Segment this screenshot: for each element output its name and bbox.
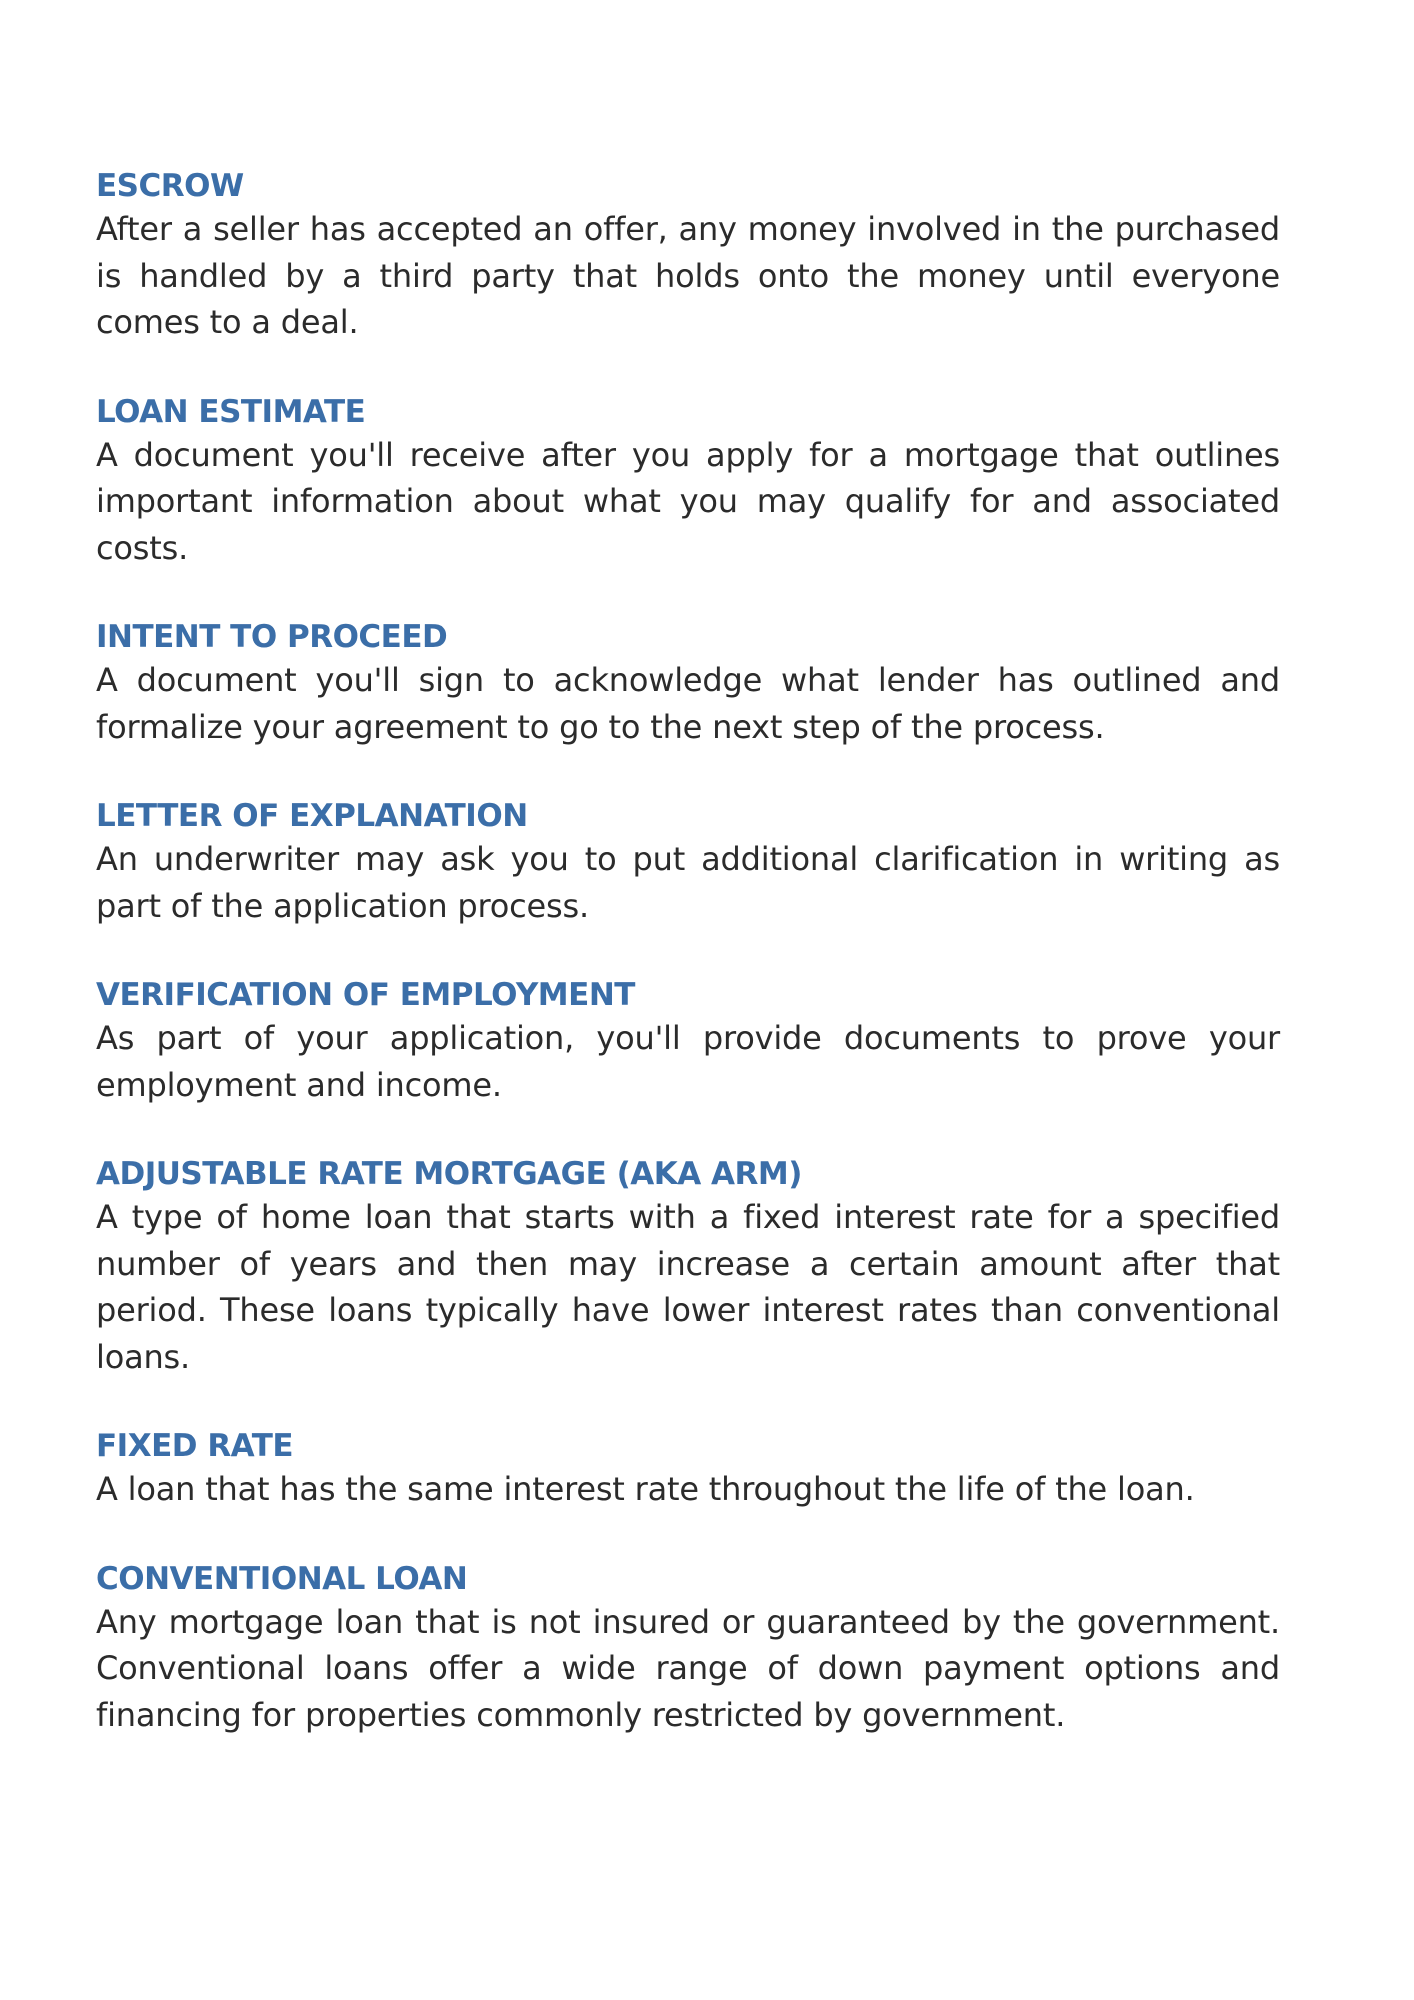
term-fixed-rate <box>96 1426 1280 1513</box>
glossary-page <box>96 166 1280 1784</box>
term-conventional-loan <box>96 1559 1280 1739</box>
term-title: LOAN ESTIMATE <box>96 393 366 430</box>
term-title: FIXED RATE <box>96 1428 294 1464</box>
term-definition: As part of your application, you'll provide documents to prove your employment and income. <box>96 1019 1280 1104</box>
term-letter-of-explanation <box>96 796 1280 929</box>
term-title: CONVENTIONAL LOAN <box>96 1560 468 1597</box>
term-definition: Any mortgage loan that is not insured or guaranteed by the government. Conventional loans offer a wide range of down payment options and financing for properties commonly restricted by government. <box>96 1602 1280 1734</box>
term-definition: A loan that has the same interest rate throughout the life of the loan. <box>96 1470 1195 1508</box>
term-definition: An underwriter may ask you to put additional clarification in writing as part of the application process. <box>96 840 1280 925</box>
term-definition: After a seller has accepted an offer, any money involved in the purchased is handled by a third party that holds onto the money until everyone comes to a deal. <box>96 210 1280 341</box>
term-title: INTENT TO PROCEED <box>96 619 448 655</box>
term-definition: A type of home loan that starts with a fixed interest rate for a specified number of years and then may increase a certain amount after that period. These loans typically have lower interest rates than conventional loans. <box>96 1198 1280 1376</box>
term-intent-to-proceed <box>96 617 1280 750</box>
term-title: LETTER OF EXPLANATION <box>96 798 528 834</box>
term-loan-estimate <box>96 392 1280 572</box>
term-adjustable-rate-mortgage <box>96 1154 1280 1380</box>
term-title: VERIFICATION OF EMPLOYMENT <box>96 977 635 1013</box>
term-escrow <box>96 166 1280 346</box>
term-title: ADJUSTABLE RATE MORTGAGE (AKA ARM) <box>96 1156 802 1192</box>
term-title: ESCROW <box>96 168 244 204</box>
term-definition: A document you'll sign to acknowledge what lender has outlined and formalize your agreement to go to the next step of the process. <box>96 661 1280 746</box>
term-definition: A document you'll receive after you apply for a mortgage that outlines important information about what you may qualify for and associated costs. <box>96 435 1280 567</box>
term-verification-of-employment <box>96 975 1280 1108</box>
